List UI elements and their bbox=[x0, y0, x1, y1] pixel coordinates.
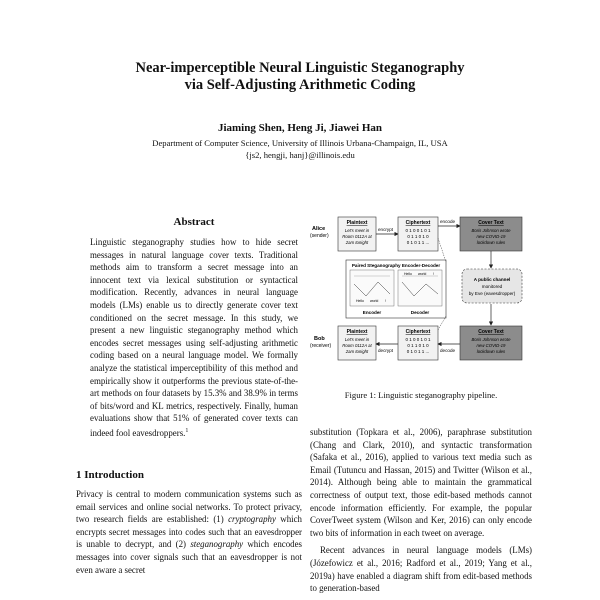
affiliation-block bbox=[0, 137, 600, 161]
bits-line-2-bottom: 0 1 1 0 1 0 bbox=[407, 343, 429, 348]
cover-text-box-bottom bbox=[460, 326, 522, 360]
dec-world: world bbox=[418, 272, 427, 276]
enc-excl: ! bbox=[385, 299, 386, 303]
encoder-label: Encoder bbox=[362, 310, 382, 315]
cover-title: Cover Text bbox=[478, 220, 504, 226]
cover-line-3-bottom: lockdown rules bbox=[476, 349, 506, 354]
footnote-mark: 1 bbox=[185, 427, 189, 434]
plaintext-title-bottom: Plaintext bbox=[346, 329, 368, 335]
ciphertext-title-bottom: Ciphertext bbox=[405, 329, 431, 335]
bits-line-1-bottom: 0 1 0 0 1 0 1 bbox=[405, 337, 431, 342]
cover-line-2: new COVID-19 bbox=[476, 234, 506, 239]
intro-em-cryptography: cryptography bbox=[228, 514, 276, 525]
abstract-text: Linguistic steganography studies how to hide secret messages in natural language cover texts. Traditional methods aim to transform a secret message into an innocent text via lexical substitution or syntactical modification. Recently, advances in neural language models (LMs) enable us to directly generate cover text conditioned on the secret message. In this study, we present a new linguistic steganography method which encodes secret messages using self-adjusting arithmetic coding based on a neural language model. We formally analyze the statistical imperceptibility of this method and empirically show it outperforms the previous state-of-the-art methods on four datasets by 15.3% and 38.9% in terms of bits/word and KL metrics, respectively. Finally, human evaluations show that 51% of generated cover texts can indeed fool eavesdroppers. bbox=[90, 237, 298, 438]
sender-label: (sender) bbox=[310, 233, 329, 239]
bits-line-1: 0 1 0 0 1 0 1 bbox=[405, 228, 431, 233]
encode-label: encode bbox=[440, 219, 456, 224]
bits-line-3-bottom: 0 1 0 1 1 ... bbox=[406, 349, 430, 354]
cover-line-1-bottom: Boris Johnson wrote bbox=[471, 337, 511, 342]
intro-text-c: which encodes messages into cover signals such that an eavesdropper is not even aware a secret bbox=[76, 539, 302, 575]
plaintext-title: Plaintext bbox=[346, 220, 368, 226]
channel-line-2: monitored bbox=[481, 284, 503, 289]
right-column-body bbox=[310, 426, 532, 595]
paper-title bbox=[0, 60, 600, 94]
paired-encoder-decoder bbox=[346, 260, 446, 318]
cover-line-3: lockdown rules bbox=[476, 240, 506, 245]
enc-world: world bbox=[370, 299, 379, 303]
bob-label: Bob bbox=[314, 336, 325, 342]
cover-text-box-top bbox=[460, 217, 522, 251]
ciphertext-box-bottom bbox=[398, 326, 438, 360]
plaintext-box-top bbox=[338, 217, 376, 251]
encrypt-label: encrypt bbox=[378, 227, 394, 232]
figure-1 bbox=[310, 212, 532, 382]
decrypt-label: decrypt bbox=[378, 348, 394, 353]
intro-text-a: Privacy is central to modern communication systems such as email services and online social networks. To protect privacy, two research fields are established: (1) bbox=[76, 489, 302, 525]
alice-label: Alice bbox=[312, 226, 326, 232]
paired-label: Paired Steganography Encoder-Decoder bbox=[351, 263, 441, 268]
decode-label: decode bbox=[440, 348, 456, 353]
enc-hello: Hello bbox=[356, 299, 364, 303]
dec-hello: Hello bbox=[404, 272, 412, 276]
plain-line-2: Room 0112A at bbox=[342, 234, 372, 239]
cover-line-1: Boris Johnson wrote bbox=[471, 228, 511, 233]
plaintext-box-bottom bbox=[338, 326, 376, 360]
pipeline-diagram bbox=[310, 212, 532, 382]
intro-text-b: which encrypts secret messages into codes such that an eavesdropper is unable to decrypt, and (2) bbox=[76, 514, 302, 550]
authors: Jiaming Shen, Heng Ji, Jiawei Han bbox=[217, 122, 383, 134]
title-line-1: Near-imperceptible Neural Linguistic Steganography bbox=[135, 60, 465, 76]
section-heading-introduction: 1 Introduction bbox=[76, 469, 144, 481]
figure-caption: Figure 1: Linguistic steganography pipeline. bbox=[344, 390, 498, 400]
plain-line-3: 2am tonight bbox=[345, 240, 369, 245]
public-channel-box bbox=[462, 269, 522, 303]
encoder-link-top bbox=[438, 238, 446, 262]
decoder-label: Decoder bbox=[410, 310, 430, 315]
bits-line-3: 0 1 0 1 1 ... bbox=[406, 240, 430, 245]
plain-line-2-bottom: Room 0112A at bbox=[342, 343, 372, 348]
channel-line-1: A public channel bbox=[473, 277, 511, 282]
introduction-body bbox=[76, 488, 302, 576]
right-paragraph-1: substitution (Topkara et al., 2006), paraphrase substitution (Chang and Clark, 2010), and syntactic transformation (Safaka et al., 2016), applied to various text media such as Email (Tutuncu and Hassan, 2015) and Twitter (Wilson et al., 2014). Although being able to maintain the grammatical correctness of output text, those edit-based methods cannot encode information efficiently. For example, the popular CoverTweet system (Wilson and Ker, 2016) can only encode two bits of information in each tweet on average. bbox=[310, 427, 532, 538]
dec-excl: ! bbox=[433, 272, 434, 276]
title-line-2: via Self-Adjusting Arithmetic Coding bbox=[184, 77, 416, 93]
channel-line-3: by Eve (eavesdropper) bbox=[468, 291, 516, 296]
receiver-label: (receiver) bbox=[310, 343, 332, 349]
plain-line-1: Let's meet in bbox=[344, 228, 370, 233]
cover-line-2-bottom: new COVID-19 bbox=[476, 343, 506, 348]
cover-title-bottom: Cover Text bbox=[478, 329, 504, 335]
abstract-body bbox=[90, 236, 298, 439]
plain-line-1-bottom: Let's meet in bbox=[344, 337, 370, 342]
right-paragraph-2: Recent advances in neural language models (LMs) (Józefowicz et al., 2016; Radford et al., 2019; Yang et al., 2019a) have enabled a diagram shift from edit-based methods to generation-based bbox=[310, 545, 532, 594]
email: {js2, hengji, hanj}@illinois.edu bbox=[245, 150, 355, 160]
abstract-heading: Abstract bbox=[173, 216, 215, 228]
plain-line-3-bottom: 2am tonight bbox=[345, 349, 369, 354]
intro-em-steganography: steganography bbox=[190, 539, 244, 550]
ciphertext-title: Ciphertext bbox=[405, 220, 431, 226]
bits-line-2: 0 1 1 0 1 0 bbox=[407, 234, 429, 239]
affiliation: Department of Computer Science, University of Illinois Urbana-Champaign, IL, USA bbox=[152, 138, 448, 148]
ciphertext-box-top bbox=[398, 217, 438, 251]
